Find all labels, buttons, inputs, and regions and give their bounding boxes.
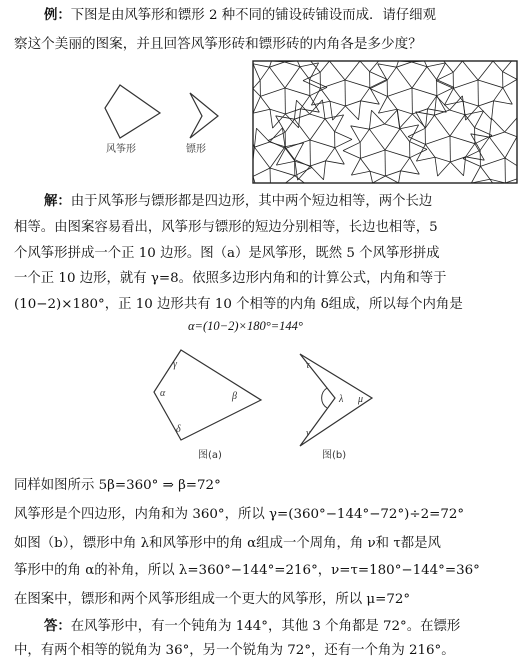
solution-line-4: 一个正 10 边形，就有 γ=8。依照多边形内角和的计算公式，内角和等于: [14, 271, 447, 286]
formula-alpha: α=(10−2)×180°=144°: [188, 319, 303, 333]
solution-line-3: 个风筝形拼成一个正 10 边形。图（a）是风筝形，既然 5 个风筝形拼成: [14, 246, 440, 261]
kite-caption: 风筝形: [106, 144, 136, 155]
answer-line-2: 中，有两个相等的锐角为 36°，另一个锐角为 72°，还有一个角为 216°。: [14, 643, 455, 658]
solution-line-5: (10−2)×180°，正 10 边形共有 10 个相等的内角 δ组成，所以每个内角是: [14, 297, 463, 312]
angle-lambda: λ: [339, 394, 344, 405]
kite-shape: [105, 85, 160, 138]
angle-mu: μ: [358, 394, 364, 405]
caption-b: 图(b): [322, 450, 347, 461]
derivation-line-1: 同样如图所示 5β=360° ⇒ β=72°: [14, 478, 221, 493]
angle-gamma: γ: [173, 359, 177, 370]
answer-label: 答：: [44, 618, 71, 634]
angle-figures: [0, 340, 531, 468]
solution-label: 解：: [44, 193, 71, 209]
angle-delta: δ: [176, 424, 181, 435]
example-line-1: 例：下图是由风筝形和镖形 2 种不同的铺设砖铺设而成．请仔细观: [44, 7, 436, 23]
tiling-pattern: [253, 61, 517, 183]
caption-a: 图(a): [198, 450, 222, 461]
angle-tau: τ: [306, 360, 310, 371]
angle-nu: ν: [306, 428, 311, 439]
derivation-line-2: 风筝形是个四边形，内角和为 360°，所以 γ=(360°−144°−72°)÷2=72°: [14, 507, 465, 522]
solution-line-2: 相等。由图案容易看出，风筝形与镖形的短边分别相等，长边也相等，5: [14, 220, 438, 235]
top-figures: [0, 58, 531, 188]
derivation-line-3: 如图（b），镖形中角 λ和风筝形中的角 α组成一个周角，角 ν和 τ都是风: [14, 536, 441, 551]
dart-caption: 镖形: [186, 144, 206, 155]
dart-shape: [190, 93, 218, 138]
lambda-arc: [322, 388, 327, 408]
angle-alpha: α: [160, 388, 166, 399]
kite-a-shape: [154, 350, 261, 440]
angle-beta: β: [232, 391, 237, 402]
example-line-2: 察这个美丽的图案，并且回答风筝形砖和镖形砖的内角各是多少度？: [14, 36, 422, 52]
derivation-line-5: 在图案中，镖形和两个风筝形组成一个更大的风筝形，所以 μ=72°: [14, 592, 411, 607]
example-label: 例：: [44, 7, 71, 23]
solution-line-1: 解：由于风筝形与镖形都是四边形，其中两个短边相等，两个长边: [44, 193, 433, 209]
derivation-line-4: 筝形中的角 α的补角，所以 λ=360°−144°=216°，ν=τ=180°−144°=36°: [14, 563, 480, 578]
answer-line-1: 答：在风筝形中，有一个钝角为 144°，其他 3 个角都是 72°。在镖形: [44, 618, 461, 634]
